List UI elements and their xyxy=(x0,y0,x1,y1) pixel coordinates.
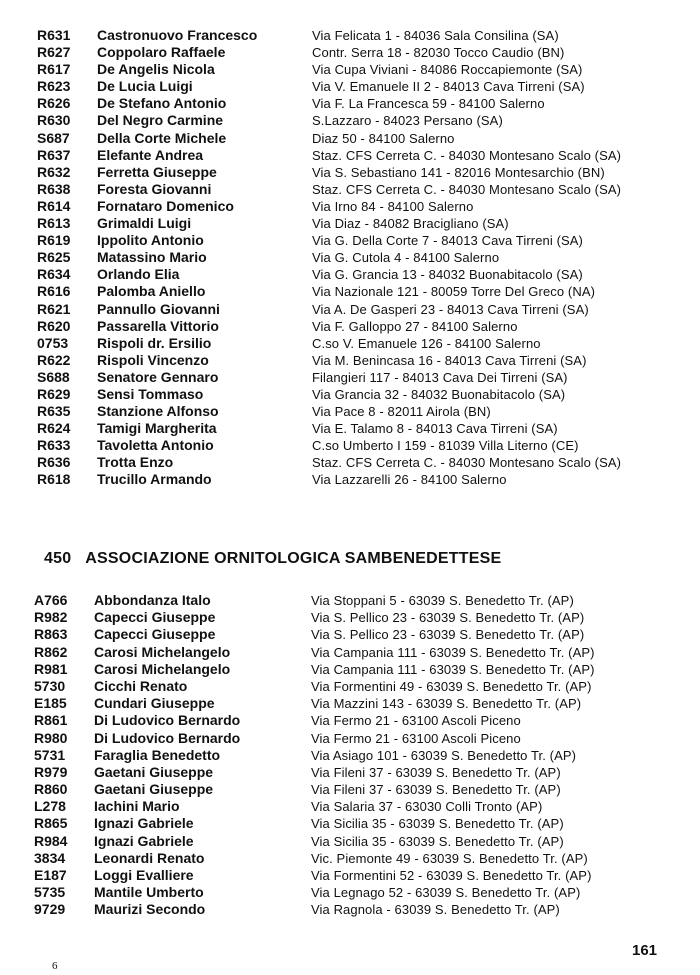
member-code: R623 xyxy=(37,78,71,95)
list-item xyxy=(0,695,700,712)
member-name: De Stefano Antonio xyxy=(97,95,227,112)
list-item xyxy=(0,61,700,78)
member-code: R633 xyxy=(37,437,71,454)
member-code: R613 xyxy=(37,215,71,232)
list-item xyxy=(0,867,700,884)
member-code: 5730 xyxy=(34,677,66,694)
list-item xyxy=(0,626,700,643)
list-item xyxy=(0,781,700,798)
member-address: S.Lazzaro - 84023 Persano (SA) xyxy=(312,113,503,129)
member-name: Castronuovo Francesco xyxy=(97,27,258,43)
member-code: R860 xyxy=(34,781,68,798)
member-address: Via Mazzini 143 - 63039 S. Benedetto Tr. (AP) xyxy=(311,696,582,712)
member-name: Gaetani Giuseppe xyxy=(94,763,214,780)
list-item xyxy=(0,249,700,266)
member-address: Via Pace 8 - 82011 Airola (BN) xyxy=(312,404,491,420)
member-code: R614 xyxy=(37,197,71,214)
member-name: Stanzione Alfonso xyxy=(97,403,219,420)
list-item xyxy=(0,403,700,420)
member-address: Contr. Serra 18 - 82030 Tocco Caudio (BN) xyxy=(312,45,565,61)
member-name: Abbondanza Italo xyxy=(94,592,211,608)
member-code: R865 xyxy=(34,815,68,832)
member-address: Via Fileni 37 - 63039 S. Benedetto Tr. (AP) xyxy=(311,782,561,798)
member-address: C.so Umberto I 159 - 81039 Villa Literno (CE) xyxy=(312,438,579,454)
member-code: R632 xyxy=(37,163,71,180)
list-item xyxy=(0,130,700,147)
member-name: Trucillo Armando xyxy=(97,471,212,488)
member-name: Faraglia Benedetto xyxy=(94,746,221,763)
member-address: Via Stoppani 5 - 63039 S. Benedetto Tr. (AP) xyxy=(311,593,574,608)
member-name: Senatore Gennaro xyxy=(97,368,219,385)
list-item xyxy=(0,164,700,181)
member-name: Foresta Giovanni xyxy=(97,180,212,197)
member-address: Diaz 50 - 84100 Salerno xyxy=(312,130,455,146)
member-name: Matassino Mario xyxy=(97,249,207,266)
member-code: R862 xyxy=(34,643,68,660)
list-item xyxy=(0,833,700,850)
list-item xyxy=(0,301,700,318)
member-name: Ippolito Antonio xyxy=(97,232,204,249)
member-name: Iachini Mario xyxy=(94,798,180,815)
member-code: R635 xyxy=(37,403,71,420)
list-item xyxy=(0,437,700,454)
member-code: R618 xyxy=(37,471,71,488)
member-address: Via Diaz - 84082 Bracigliano (SA) xyxy=(312,216,509,232)
member-code: R637 xyxy=(37,146,71,163)
member-name: Grimaldi Luigi xyxy=(97,215,192,232)
member-name: Tavoletta Antonio xyxy=(97,437,214,454)
member-name: Carosi Michelangelo xyxy=(94,660,231,677)
member-code: R627 xyxy=(37,44,71,61)
member-list-section-1 xyxy=(0,27,700,489)
member-address: Staz. CFS Cerreta C. - 84030 Montesano Scalo (SA) xyxy=(312,147,622,163)
list-item xyxy=(0,181,700,198)
member-address: Via Campania 111 - 63039 S. Benedetto Tr. (AP) xyxy=(311,661,595,677)
member-name: Ferretta Giuseppe xyxy=(97,163,217,180)
list-item xyxy=(0,386,700,403)
member-address: Via Nazionale 121 - 80059 Torre Del Greco (NA) xyxy=(312,284,596,300)
list-item xyxy=(0,747,700,764)
list-item xyxy=(0,78,700,95)
member-address: Via Grancia 32 - 84032 Buonabitacolo (SA) xyxy=(312,386,566,402)
member-name: Rispoli dr. Ersilio xyxy=(97,334,212,351)
member-code: 5731 xyxy=(34,746,66,763)
member-code: E187 xyxy=(34,867,67,883)
list-item xyxy=(0,815,700,832)
list-item xyxy=(0,644,700,661)
member-address: Via F. La Francesca 59 - 84100 Salerno xyxy=(312,96,545,112)
member-code: R622 xyxy=(37,351,71,368)
member-name: Loggi Evalliere xyxy=(94,867,194,883)
list-item xyxy=(0,884,700,901)
member-code: R619 xyxy=(37,232,71,249)
member-name: Trotta Enzo xyxy=(97,454,174,471)
list-item xyxy=(0,678,700,695)
member-code: R981 xyxy=(34,660,68,677)
list-item xyxy=(0,454,700,471)
member-code: R636 xyxy=(37,454,71,471)
member-code: R625 xyxy=(37,249,71,266)
member-address: Via Fileni 37 - 63039 S. Benedetto Tr. (AP) xyxy=(311,764,561,780)
member-address: Via Campania 111 - 63039 S. Benedetto Tr. (AP) xyxy=(311,644,595,660)
member-address: Via Legnago 52 - 63039 S. Benedetto Tr. (AP) xyxy=(311,885,581,901)
member-address: Via Salaria 37 - 63030 Colli Tronto (AP) xyxy=(311,799,543,815)
list-item xyxy=(0,712,700,729)
member-code: 5735 xyxy=(34,884,66,901)
member-name: Fornataro Domenico xyxy=(97,197,234,214)
member-code: R629 xyxy=(37,385,71,402)
member-code: R620 xyxy=(37,317,71,334)
member-code: R626 xyxy=(37,95,71,112)
member-code: R638 xyxy=(37,180,71,197)
member-code: R624 xyxy=(37,420,71,437)
member-name: Della Corte Michele xyxy=(97,129,227,146)
list-item xyxy=(0,798,700,815)
member-address: Via M. Benincasa 16 - 84013 Cava Tirreni (SA) xyxy=(312,352,587,368)
list-item xyxy=(0,215,700,232)
member-list-section-2 xyxy=(0,592,700,919)
list-item xyxy=(0,661,700,678)
member-name: Elefante Andrea xyxy=(97,146,204,163)
list-item xyxy=(0,592,700,609)
member-name: Leonardi Renato xyxy=(94,849,205,866)
list-item xyxy=(0,730,700,747)
member-code: R861 xyxy=(34,712,68,729)
member-address: Via Sicilia 35 - 63039 S. Benedetto Tr. (AP) xyxy=(311,833,564,849)
member-code: R984 xyxy=(34,832,68,849)
list-item xyxy=(0,27,700,44)
list-item xyxy=(0,112,700,129)
list-item xyxy=(0,352,700,369)
member-code: S687 xyxy=(37,129,70,146)
list-item xyxy=(0,232,700,249)
list-item xyxy=(0,95,700,112)
list-item xyxy=(0,318,700,335)
member-name: Cundari Giuseppe xyxy=(94,695,215,712)
member-code: A766 xyxy=(34,592,68,608)
list-item xyxy=(0,147,700,164)
list-item xyxy=(0,901,700,918)
member-name: Di Ludovico Bernardo xyxy=(94,712,241,729)
member-code: R617 xyxy=(37,61,71,78)
list-item xyxy=(0,764,700,781)
member-address: Via A. De Gasperi 23 - 84013 Cava Tirreni (SA) xyxy=(312,301,589,317)
member-name: Ignazi Gabriele xyxy=(94,832,194,849)
member-name: Di Ludovico Bernardo xyxy=(94,729,241,746)
member-name: Orlando Elia xyxy=(97,266,180,283)
section-title: ASSOCIAZIONE ORNITOLOGICA SAMBENEDETTESE xyxy=(85,550,502,567)
member-name: Maurizi Secondo xyxy=(94,901,206,918)
member-address: Staz. CFS Cerreta C. - 84030 Montesano Scalo (SA) xyxy=(312,181,622,197)
member-address: Via E. Talamo 8 - 84013 Cava Tirreni (SA) xyxy=(312,421,558,437)
member-address: Via Sicilia 35 - 63039 S. Benedetto Tr. (AP) xyxy=(311,816,564,832)
member-name: Carosi Michelangelo xyxy=(94,643,231,660)
member-code: R616 xyxy=(37,283,71,300)
member-name: De Lucia Luigi xyxy=(97,78,193,95)
list-item xyxy=(0,471,700,488)
member-name: De Angelis Nicola xyxy=(97,61,215,78)
member-name: Capecci Giuseppe xyxy=(94,626,216,643)
member-code: R980 xyxy=(34,729,68,746)
member-name: Pannullo Giovanni xyxy=(97,300,220,317)
section-heading xyxy=(44,550,501,568)
member-address: Via Asiago 101 - 63039 S. Benedetto Tr. (AP) xyxy=(311,747,577,763)
member-address: Via Formentini 52 - 63039 S. Benedetto Tr. (AP) xyxy=(311,868,592,883)
member-name: Sensi Tommaso xyxy=(97,385,204,402)
list-item xyxy=(0,335,700,352)
member-code: E185 xyxy=(34,695,67,712)
member-code: R621 xyxy=(37,300,71,317)
list-item xyxy=(0,266,700,283)
member-code: R982 xyxy=(34,609,68,626)
member-code: 3834 xyxy=(34,849,66,866)
member-address: Via F. Galloppo 27 - 84100 Salerno xyxy=(312,318,518,334)
member-name: Mantile Umberto xyxy=(94,884,204,901)
member-address: Via Lazzarelli 26 - 84100 Salerno xyxy=(312,472,507,488)
member-address: Vic. Piemonte 49 - 63039 S. Benedetto Tr. (AP) xyxy=(311,850,588,866)
member-address: Filangieri 117 - 84013 Cava Dei Tirreni (SA) xyxy=(312,369,568,385)
list-item xyxy=(0,420,700,437)
list-item xyxy=(0,609,700,626)
member-address: Via Ragnola - 63039 S. Benedetto Tr. (AP) xyxy=(311,902,560,918)
member-code: R631 xyxy=(37,27,71,43)
member-code: R634 xyxy=(37,266,71,283)
member-code: S688 xyxy=(37,368,70,385)
member-name: Ignazi Gabriele xyxy=(94,815,194,832)
member-address: Via Fermo 21 - 63100 Ascoli Piceno xyxy=(311,730,521,746)
member-address: C.so V. Emanuele 126 - 84100 Salerno xyxy=(312,335,541,351)
member-code: R863 xyxy=(34,626,68,643)
member-name: Cicchi Renato xyxy=(94,677,188,694)
member-name: Passarella Vittorio xyxy=(97,317,219,334)
member-code: R979 xyxy=(34,763,68,780)
list-item xyxy=(0,283,700,300)
member-address: Via G. Grancia 13 - 84032 Buonabitacolo (SA) xyxy=(312,267,583,283)
member-address: Via S. Pellico 23 - 63039 S. Benedetto Tr. (AP) xyxy=(311,627,585,643)
member-code: L278 xyxy=(34,798,66,815)
member-name: Capecci Giuseppe xyxy=(94,609,216,626)
member-address: Via Felicata 1 - 84036 Sala Consilina (SA) xyxy=(312,28,559,43)
member-code: 9729 xyxy=(34,901,66,918)
member-name: Gaetani Giuseppe xyxy=(94,781,214,798)
member-address: Via Cupa Viviani - 84086 Roccapiemonte (SA) xyxy=(312,62,583,78)
list-item xyxy=(0,369,700,386)
member-name: Tamigi Margherita xyxy=(97,420,217,437)
member-address: Via Irno 84 - 84100 Salerno xyxy=(312,198,474,214)
section-number: 450 xyxy=(44,550,72,567)
member-address: Via G. Cutola 4 - 84100 Salerno xyxy=(312,250,500,266)
member-code: 0753 xyxy=(37,334,69,351)
member-address: Via S. Sebastiano 141 - 82016 Montesarchio (BN) xyxy=(312,164,605,180)
member-name: Palomba Aniello xyxy=(97,283,206,300)
member-address: Via Formentini 49 - 63039 S. Benedetto Tr. (AP) xyxy=(311,678,592,694)
member-address: Via Fermo 21 - 63100 Ascoli Piceno xyxy=(311,713,521,729)
list-item xyxy=(0,44,700,61)
page-number: 161 xyxy=(632,942,658,959)
member-address: Via V. Emanuele II 2 - 84013 Cava Tirreni (SA) xyxy=(312,79,585,95)
member-name: Coppolaro Raffaele xyxy=(97,44,226,61)
member-address: Via G. Della Corte 7 - 84013 Cava Tirreni (SA) xyxy=(312,233,583,249)
member-address: Staz. CFS Cerreta C. - 84030 Montesano Scalo (SA) xyxy=(312,455,622,471)
list-item xyxy=(0,198,700,215)
footer-mark: 6 xyxy=(52,960,58,972)
list-item xyxy=(0,850,700,867)
member-name: Del Negro Carmine xyxy=(97,112,224,129)
member-address: Via S. Pellico 23 - 63039 S. Benedetto Tr. (AP) xyxy=(311,610,585,626)
member-code: R630 xyxy=(37,112,71,129)
member-name: Rispoli Vincenzo xyxy=(97,351,209,368)
